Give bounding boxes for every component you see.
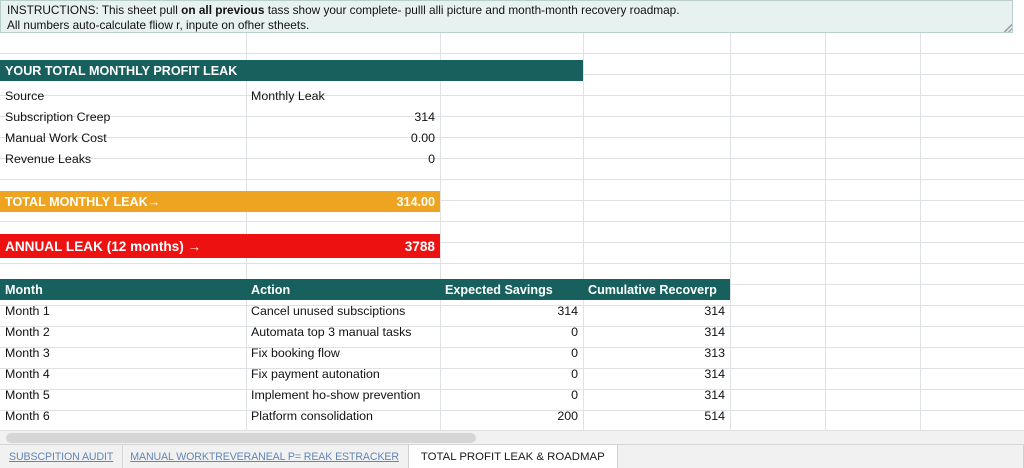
profit-leak-section-title: YOUR TOTAL MONTHLY PROFIT LEAK	[0, 60, 583, 81]
roadmap-month-cell: Month 2	[5, 324, 50, 339]
profit-leak-column-header-row	[0, 85, 440, 106]
total-monthly-leak-value: 314.00	[246, 191, 440, 212]
total-monthly-leak-row	[0, 191, 440, 212]
table-row	[0, 405, 730, 426]
roadmap-cumulative-recovery-cell: 314	[704, 303, 725, 318]
roadmap-action-cell: Automata top 3 manual tasks	[251, 324, 412, 339]
roadmap-header-row	[0, 279, 730, 300]
roadmap-expected-savings-cell: 0	[571, 345, 578, 360]
roadmap-month-cell: Month 6	[5, 408, 50, 423]
roadmap-cumulative-recovery-cell: 313	[704, 345, 725, 360]
instructions-line-2: All numbers auto-calculate fliow r, inpute on ofher stheets.	[7, 18, 310, 32]
profit-leak-row	[0, 148, 440, 169]
annual-leak-label: ANNUAL LEAK (12 months) →	[0, 234, 246, 258]
table-row	[0, 321, 730, 342]
roadmap-column-header-cumulative-recovery: Cumulative Recoverp	[583, 279, 730, 300]
roadmap-cumulative-recovery-cell: 314	[704, 366, 725, 381]
roadmap-action-cell: Fix booking flow	[251, 345, 340, 360]
horizontal-scrollbar-thumb[interactable]	[6, 433, 476, 443]
profit-leak-row	[0, 127, 440, 148]
roadmap-action-cell: Implement ho-show prevention	[251, 387, 421, 402]
roadmap-action-cell: Platform consolidation	[251, 408, 373, 423]
roadmap-column-header-expected-savings: Expected Savings	[440, 279, 583, 300]
sheet-tab-bar[interactable]	[0, 444, 1024, 468]
grid-column-divider	[825, 33, 826, 430]
profit-leak-monthly-leak-cell: 0	[428, 151, 435, 166]
profit-leak-source-cell: Subscription Creep	[5, 109, 111, 124]
profit-leak-section-header-row	[0, 60, 583, 81]
grid-column-divider	[730, 33, 731, 430]
profit-leak-monthly-leak-cell: 0.00	[410, 130, 435, 145]
table-row	[0, 384, 730, 405]
table-row	[0, 300, 730, 321]
sheet-tab[interactable]: MANUAL WORKTREVERANEAL P= REAK ESTRACKER	[130, 450, 399, 463]
grid-row	[0, 33, 1024, 54]
roadmap-cumulative-recovery-cell: 314	[704, 387, 725, 402]
roadmap-month-cell: Month 3	[5, 345, 50, 360]
instructions-line-1-post: tass show your complete- pulll alli picture and month-month recovery roadmap.	[267, 3, 680, 17]
table-row	[0, 342, 730, 363]
annual-leak-row	[0, 234, 440, 258]
profit-leak-monthly-leak-cell: 314	[414, 109, 435, 124]
annual-leak-value: 3788	[246, 234, 440, 258]
roadmap-expected-savings-cell: 0	[571, 387, 578, 402]
total-monthly-leak-label: TOTAL MONTHLY LEAK→	[0, 191, 246, 212]
roadmap-expected-savings-cell: 314	[557, 303, 578, 318]
roadmap-column-header-action: Action	[246, 279, 440, 300]
resize-handle-icon[interactable]	[1004, 24, 1012, 32]
roadmap-action-cell: Cancel unused subsciptions	[251, 303, 406, 318]
horizontal-scrollbar[interactable]	[0, 430, 1024, 444]
roadmap-month-cell: Month 5	[5, 387, 50, 402]
roadmap-month-cell: Month 4	[5, 366, 50, 381]
column-header-source: Source	[5, 88, 45, 103]
sheet-tab[interactable]: SUBSCPITION AUDIT	[0, 445, 123, 468]
instructions-line-1-pre: INSTRUCTIONS: This sheet pull	[7, 3, 178, 17]
roadmap-expected-savings-cell: 200	[557, 408, 578, 423]
roadmap-column-header-month: Month	[0, 279, 246, 300]
column-header-monthly-leak: Monthly Leak	[251, 88, 325, 103]
profit-leak-source-cell: Manual Work Cost	[5, 130, 107, 145]
profit-leak-row	[0, 106, 440, 127]
grid-column-divider	[920, 33, 921, 430]
roadmap-cumulative-recovery-cell: 514	[704, 408, 725, 423]
roadmap-month-cell: Month 1	[5, 303, 50, 318]
roadmap-cumulative-recovery-cell: 314	[704, 324, 725, 339]
sheet-tab-active[interactable]: TOTAL PROFIT LEAK & ROADMAP	[408, 445, 618, 468]
table-row	[0, 363, 730, 384]
roadmap-action-cell: Fix payment autonation	[251, 366, 380, 381]
roadmap-expected-savings-cell: 0	[571, 324, 578, 339]
instructions-banner[interactable]	[0, 0, 1013, 33]
instructions-line-1-bold: on all previous	[181, 3, 265, 17]
tab-bar-spacer	[618, 445, 1024, 468]
roadmap-expected-savings-cell: 0	[571, 366, 578, 381]
instructions-line-1	[7, 3, 1006, 18]
profit-leak-source-cell: Revenue Leaks	[5, 151, 92, 166]
